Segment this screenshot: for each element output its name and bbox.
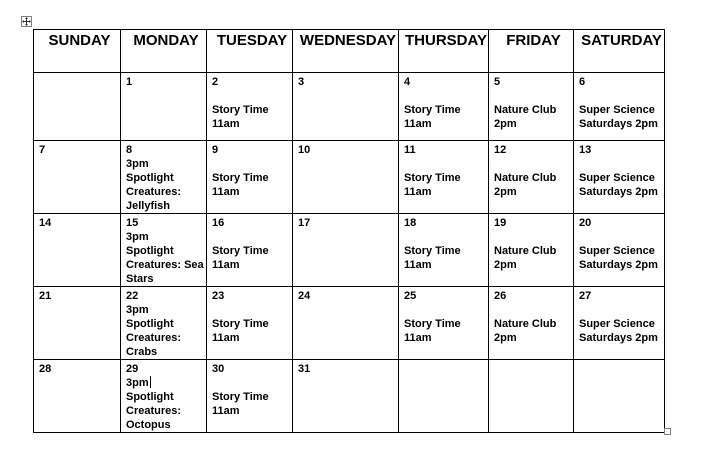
day-cell-content: [574, 287, 664, 345]
day-cell-content: [207, 214, 292, 272]
week-row: [34, 214, 665, 287]
day-cell-content: [489, 214, 573, 272]
event-text: 11am: [212, 405, 240, 417]
table-resize-handle-icon[interactable]: [664, 428, 671, 435]
day-number: 2: [212, 76, 219, 88]
day-cell-content: [293, 214, 398, 230]
event-text: 3pm: [126, 304, 149, 316]
day-cell-content: [34, 360, 120, 376]
day-number: 24: [298, 290, 311, 302]
day-cell[interactable]: [121, 73, 207, 141]
day-cell-content: [121, 287, 206, 359]
event-text: 11am: [212, 186, 240, 198]
event-text: 2pm: [494, 332, 517, 344]
event-text: Jellyfish: [126, 200, 171, 212]
day-number: 21: [39, 290, 52, 302]
day-cell[interactable]: [574, 287, 665, 360]
day-number: [579, 362, 664, 376]
day-cell-content: [489, 141, 573, 199]
day-number: 12: [494, 144, 507, 156]
day-number: 9: [212, 144, 219, 156]
event-text: [404, 303, 488, 317]
header-monday: MONDAY: [121, 30, 207, 73]
day-number: 1: [126, 76, 133, 88]
day-cell[interactable]: [574, 141, 665, 214]
day-cell[interactable]: [574, 360, 665, 433]
event-text: [579, 89, 664, 103]
day-cell[interactable]: [207, 360, 293, 433]
day-cell[interactable]: [121, 141, 207, 214]
event-text: 11am: [404, 332, 432, 344]
day-cell-content: [574, 73, 664, 131]
day-cell-content: [399, 214, 488, 272]
day-cell[interactable]: [489, 287, 574, 360]
day-cell[interactable]: [34, 141, 121, 214]
event-text: Story Time: [404, 104, 461, 116]
day-number: 26: [494, 290, 507, 302]
day-cell-content: [574, 214, 664, 272]
day-number: 8: [126, 144, 133, 156]
week-row: [34, 287, 665, 360]
event-text: [579, 157, 664, 171]
day-cell[interactable]: [489, 141, 574, 214]
day-number: [404, 362, 488, 376]
day-number: 30: [212, 363, 225, 375]
day-cell-content: [574, 141, 664, 199]
day-number: 27: [579, 290, 592, 302]
day-cell-content: [399, 73, 488, 131]
event-text: 11am: [212, 332, 240, 344]
day-cell-content: [207, 360, 292, 418]
event-text: Super Science: [579, 245, 655, 257]
event-text: 2pm: [494, 259, 517, 271]
event-text: [212, 303, 292, 317]
day-cell-content: [399, 287, 488, 345]
event-text: Creatures: Sea: [126, 259, 204, 271]
event-text: 2pm: [494, 186, 517, 198]
day-number: 11: [404, 144, 416, 156]
day-cell[interactable]: [121, 287, 207, 360]
day-cell[interactable]: [34, 214, 121, 287]
event-text: 11am: [404, 259, 432, 271]
event-text: Saturdays 2pm: [579, 259, 658, 271]
day-cell[interactable]: [489, 360, 574, 433]
event-text: [404, 230, 488, 244]
event-text: Nature Club: [494, 104, 557, 116]
day-number: 14: [39, 217, 52, 229]
day-cell[interactable]: [121, 360, 207, 433]
event-text: Stars: [126, 273, 154, 285]
day-cell-content: [121, 360, 206, 432]
event-text: Super Science: [579, 104, 655, 116]
event-text: Spotlight: [126, 172, 174, 184]
calendar-table: [33, 29, 665, 433]
day-number: 6: [579, 76, 586, 88]
event-text: Octopus: [126, 419, 171, 431]
event-text: Nature Club: [494, 172, 557, 184]
event-text: Story Time: [212, 318, 269, 330]
table-move-handle-icon[interactable]: [21, 16, 32, 27]
day-cell[interactable]: [293, 214, 399, 287]
day-number: 7: [39, 144, 46, 156]
event-text: Nature Club: [494, 245, 557, 257]
day-cell-content: [293, 360, 398, 376]
day-number: 15: [126, 217, 139, 229]
day-number: 5: [494, 76, 501, 88]
day-cell[interactable]: [34, 360, 121, 433]
day-cell[interactable]: [489, 73, 574, 141]
event-text: 11am: [404, 118, 432, 130]
day-cell[interactable]: [489, 214, 574, 287]
event-text: Story Time: [404, 318, 461, 330]
event-text: Saturdays 2pm: [579, 186, 658, 198]
header-wednesday: WEDNESDAY: [293, 30, 399, 73]
event-text: [212, 230, 292, 244]
day-cell-content: [121, 73, 206, 89]
event-text: Story Time: [404, 245, 461, 257]
event-text: 3pm: [126, 231, 149, 243]
day-cell-content: [399, 360, 488, 376]
day-cell[interactable]: [34, 287, 121, 360]
event-text: [579, 303, 664, 317]
day-cell[interactable]: [293, 73, 399, 141]
event-text: Story Time: [404, 172, 461, 184]
event-text: Spotlight: [126, 391, 174, 403]
event-text: [494, 89, 573, 103]
day-cell-content: [207, 73, 292, 131]
day-cell[interactable]: [399, 73, 489, 141]
day-number: 17: [298, 217, 311, 229]
day-cell[interactable]: [399, 214, 489, 287]
day-number: 25: [404, 290, 417, 302]
day-cell-content: [489, 287, 573, 345]
event-text: Story Time: [212, 245, 269, 257]
event-text: 11am: [212, 118, 240, 130]
event-text: [494, 230, 573, 244]
event-text: Super Science: [579, 318, 655, 330]
day-number: 28: [39, 363, 52, 375]
day-cell-content: [207, 141, 292, 199]
day-cell[interactable]: [121, 214, 207, 287]
day-cell-content: [34, 141, 120, 157]
week-row: [34, 360, 665, 433]
day-cell-content: [34, 287, 120, 303]
day-number: [494, 362, 573, 376]
header-saturday: SATURDAY: [574, 30, 665, 73]
header-thursday: THURSDAY: [399, 30, 489, 73]
day-cell-content: [489, 360, 573, 376]
event-text: 3pm: [126, 377, 149, 389]
header-friday: FRIDAY: [489, 30, 574, 73]
day-cell[interactable]: [207, 73, 293, 141]
week-row: [34, 73, 665, 141]
day-cell-content: [293, 287, 398, 303]
day-cell[interactable]: [399, 141, 489, 214]
day-cell[interactable]: [293, 141, 399, 214]
day-number: 16: [212, 217, 225, 229]
day-cell[interactable]: [293, 287, 399, 360]
day-number: 22: [126, 290, 139, 302]
event-text: [579, 230, 664, 244]
day-cell-content: [34, 214, 120, 230]
day-number: 29: [126, 363, 139, 375]
day-cell-content: [399, 141, 488, 199]
event-text: Story Time: [212, 391, 269, 403]
day-cell-content: [34, 73, 120, 89]
day-cell[interactable]: [574, 214, 665, 287]
day-cell[interactable]: [293, 360, 399, 433]
day-cell[interactable]: [34, 73, 121, 141]
event-text: [212, 157, 292, 171]
day-number: 4: [404, 76, 411, 88]
day-cell[interactable]: [207, 287, 293, 360]
day-number: 23: [212, 290, 225, 302]
day-number: 3: [298, 76, 305, 88]
event-text: [212, 376, 292, 390]
day-cell[interactable]: [399, 360, 489, 433]
event-text: Spotlight: [126, 245, 174, 257]
event-text: Story Time: [212, 172, 269, 184]
event-text: Saturdays 2pm: [579, 118, 658, 130]
day-cell[interactable]: [207, 214, 293, 287]
day-number: 10: [298, 144, 311, 156]
day-cell-content: [121, 214, 206, 286]
event-text: [212, 89, 292, 103]
event-text: 2pm: [494, 118, 517, 130]
day-number: [39, 75, 120, 89]
event-text: Saturdays 2pm: [579, 332, 658, 344]
weekday-header-row: [34, 30, 665, 73]
day-number: 18: [404, 217, 417, 229]
event-text: 11am: [212, 259, 240, 271]
event-text: Super Science: [579, 172, 655, 184]
event-text: [494, 157, 573, 171]
event-text: Spotlight: [126, 318, 174, 330]
event-text: Creatures:: [126, 186, 182, 198]
day-number: 20: [579, 217, 592, 229]
day-cell-content: [207, 287, 292, 345]
week-row: [34, 141, 665, 214]
event-text: Story Time: [212, 104, 269, 116]
event-text: [404, 89, 488, 103]
header-tuesday: TUESDAY: [207, 30, 293, 73]
event-text: Nature Club: [494, 318, 557, 330]
day-cell[interactable]: [207, 141, 293, 214]
day-cell-content: [293, 141, 398, 157]
event-text: 11am: [404, 186, 432, 198]
event-text: Creatures:: [126, 405, 182, 417]
day-cell[interactable]: [574, 73, 665, 141]
day-number: 19: [494, 217, 507, 229]
event-text: Creatures:: [126, 332, 182, 344]
event-text: Crabs: [126, 346, 158, 358]
day-cell-content: [574, 360, 664, 376]
header-sunday: SUNDAY: [34, 30, 121, 73]
day-cell-content: [489, 73, 573, 131]
day-cell-content: [293, 73, 398, 89]
day-cell[interactable]: [399, 287, 489, 360]
event-text: [404, 157, 488, 171]
day-number: 31: [298, 363, 311, 375]
text-cursor: [150, 376, 151, 388]
day-cell-content: [121, 141, 206, 213]
event-text: [494, 303, 573, 317]
event-text: 3pm: [126, 158, 149, 170]
day-number: 13: [579, 144, 592, 156]
